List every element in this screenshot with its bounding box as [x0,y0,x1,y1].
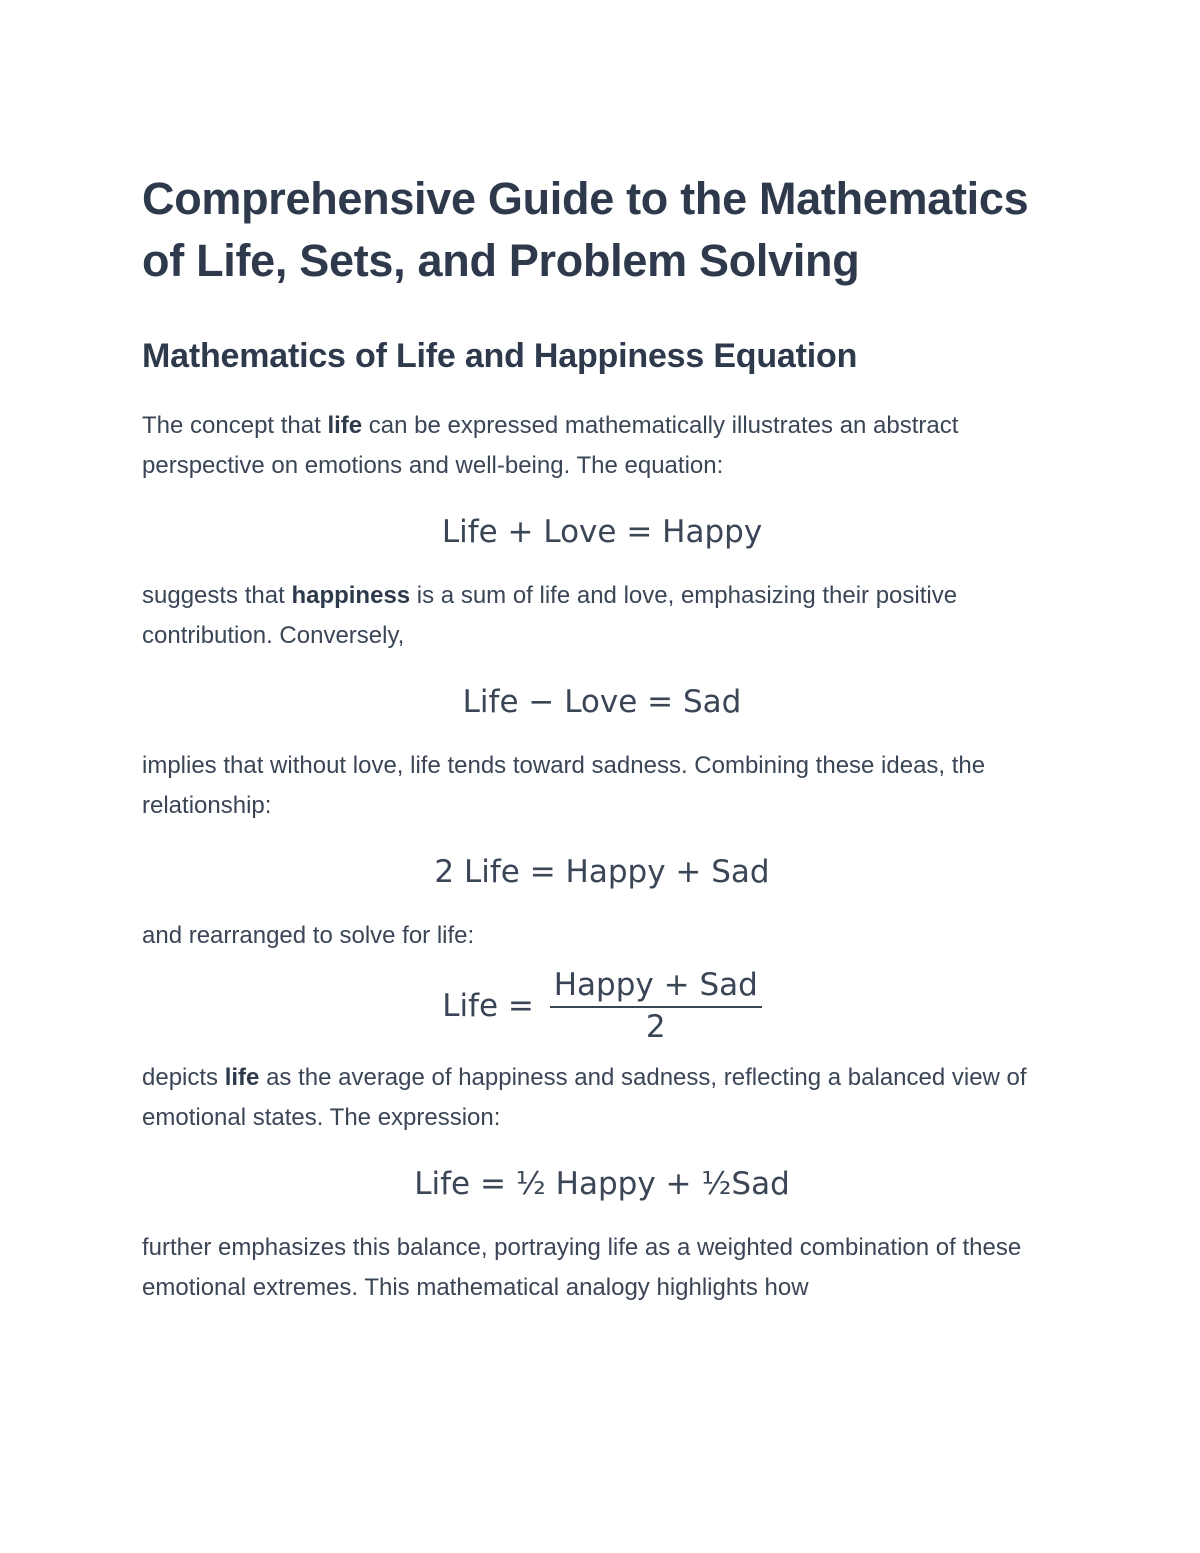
paragraph-balance: further emphasizes this balance, portraying life as a weighted combination of these emotional extremes. This mathematical analogy highlights how [142,1234,1022,1301]
equation-two-life: 2 Life = Happy + Sad [434,854,770,890]
fraction-denominator: 2 [645,1009,666,1045]
paragraph-text: depicts [142,1064,225,1091]
bold-term: happiness [291,582,411,609]
equation-life-plus-love: Life + Love = Happy [441,514,763,550]
document-title: Comprehensive Guide to the Mathematics of Life, Sets, and Problem Solving [142,173,1029,286]
equation-life-fraction [142,966,1062,1046]
bold-term: life [224,1064,260,1091]
paragraph-sadness: implies that without love, life tends toward sadness. Combining these ideas, the relationship: [142,752,986,819]
paragraph-average [142,1058,1062,1138]
fraction-numerator: Happy + Sad [550,966,762,1008]
paragraph-text: The concept that [142,412,328,439]
equation-half-weights: Life = ½ Happy + ½Sad [414,1166,790,1202]
paragraph-happiness [142,576,1062,656]
equation-life-minus-love: Life − Love = Sad [462,684,742,720]
document-page [142,168,1062,1308]
paragraph-text: is a sum of life and love, emphasizing their positive contribution. Conversely, [142,582,958,649]
paragraph-text: can be expressed mathematically illustrates an abstract perspective on emotions and well-being. The equation: [142,412,959,479]
equation-lhs: Life = [442,988,534,1024]
paragraph-rearranged: and rearranged to solve for life: [142,922,475,949]
paragraph-text: as the average of happiness and sadness, reflecting a balanced view of emotional states. The expression: [142,1064,1027,1131]
section-heading: Mathematics of Life and Happiness Equation [142,337,858,375]
paragraph-text: suggests that [142,582,292,609]
paragraph-intro [142,406,1062,486]
bold-term: life [327,412,363,439]
fraction [550,966,762,1046]
